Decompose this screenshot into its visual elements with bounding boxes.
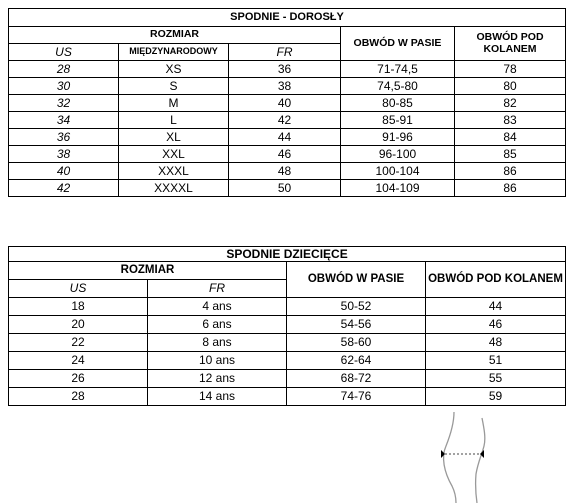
fr-size-cell: 50	[229, 180, 341, 197]
table-row	[9, 146, 566, 163]
fr-size-cell: 40	[229, 95, 341, 112]
fr-size-cell: 8 ans	[148, 334, 287, 352]
knee-cell: 48	[426, 334, 566, 352]
intl-size-cell: XXXL	[119, 163, 229, 180]
table-row	[9, 61, 566, 78]
waist-cell: 50-52	[287, 298, 426, 316]
knee-cell: 51	[426, 352, 566, 370]
us-size-cell: 32	[9, 95, 119, 112]
kids-knee-header: OBWÓD POD KOLANEM	[426, 262, 566, 298]
adult-us-header: US	[9, 44, 119, 61]
us-size-cell: 42	[9, 180, 119, 197]
waist-cell: 71-74,5	[341, 61, 455, 78]
fr-size-cell: 36	[229, 61, 341, 78]
us-size-cell: 40	[9, 163, 119, 180]
fr-size-cell: 46	[229, 146, 341, 163]
knee-cell: 86	[455, 180, 566, 197]
adult-table-body	[9, 61, 566, 197]
fr-size-cell: 38	[229, 78, 341, 95]
kids-fr-header: FR	[148, 280, 287, 298]
us-size-cell: 28	[9, 388, 148, 406]
waist-cell: 80-85	[341, 95, 455, 112]
knee-cell: 82	[455, 95, 566, 112]
waist-cell: 54-56	[287, 316, 426, 334]
kids-us-header: US	[9, 280, 148, 298]
table-row	[9, 370, 566, 388]
knee-measurement-icon	[432, 412, 502, 503]
waist-cell: 74,5-80	[341, 78, 455, 95]
intl-size-cell: S	[119, 78, 229, 95]
adult-size-table	[8, 8, 566, 197]
us-size-cell: 28	[9, 61, 119, 78]
us-size-cell: 22	[9, 334, 148, 352]
knee-cell: 46	[426, 316, 566, 334]
waist-cell: 62-64	[287, 352, 426, 370]
table-row	[9, 163, 566, 180]
knee-cell: 85	[455, 146, 566, 163]
waist-cell: 100-104	[341, 163, 455, 180]
adult-waist-header: OBWÓD W PASIE	[341, 27, 455, 61]
fr-size-cell: 14 ans	[148, 388, 287, 406]
us-size-cell: 30	[9, 78, 119, 95]
adult-fr-header: FR	[229, 44, 341, 61]
adult-knee-header: OBWÓD POD KOLANEM	[455, 27, 566, 61]
table-row	[9, 334, 566, 352]
table-row	[9, 298, 566, 316]
intl-size-cell: XXL	[119, 146, 229, 163]
kids-waist-header: OBWÓD W PASIE	[287, 262, 426, 298]
adult-table-title: SPODNIE - DOROSŁY	[9, 9, 566, 27]
fr-size-cell: 10 ans	[148, 352, 287, 370]
knee-cell: 83	[455, 112, 566, 129]
fr-size-cell: 4 ans	[148, 298, 287, 316]
waist-cell: 58-60	[287, 334, 426, 352]
waist-cell: 96-100	[341, 146, 455, 163]
us-size-cell: 24	[9, 352, 148, 370]
us-size-cell: 34	[9, 112, 119, 129]
waist-cell: 74-76	[287, 388, 426, 406]
intl-size-cell: XS	[119, 61, 229, 78]
us-size-cell: 38	[9, 146, 119, 163]
fr-size-cell: 48	[229, 163, 341, 180]
table-row	[9, 388, 566, 406]
fr-size-cell: 42	[229, 112, 341, 129]
table-row	[9, 180, 566, 197]
us-size-cell: 36	[9, 129, 119, 146]
adult-rozmiar-header: ROZMIAR	[9, 27, 341, 44]
knee-cell: 84	[455, 129, 566, 146]
kids-table-body	[9, 298, 566, 406]
adult-intl-header: MIĘDZYNARODOWY	[119, 44, 229, 61]
fr-size-cell: 12 ans	[148, 370, 287, 388]
waist-cell: 85-91	[341, 112, 455, 129]
waist-cell: 91-96	[341, 129, 455, 146]
table-row	[9, 78, 566, 95]
fr-size-cell: 44	[229, 129, 341, 146]
intl-size-cell: L	[119, 112, 229, 129]
knee-cell: 55	[426, 370, 566, 388]
table-row	[9, 95, 566, 112]
table-row	[9, 129, 566, 146]
waist-cell: 68-72	[287, 370, 426, 388]
knee-cell: 59	[426, 388, 566, 406]
knee-cell: 86	[455, 163, 566, 180]
waist-cell: 104-109	[341, 180, 455, 197]
table-row	[9, 112, 566, 129]
kids-rozmiar-header: ROZMIAR	[9, 262, 287, 280]
table-row	[9, 352, 566, 370]
us-size-cell: 18	[9, 298, 148, 316]
table-row	[9, 316, 566, 334]
intl-size-cell: XL	[119, 129, 229, 146]
knee-cell: 44	[426, 298, 566, 316]
us-size-cell: 26	[9, 370, 148, 388]
knee-cell: 78	[455, 61, 566, 78]
kids-table-title: SPODNIE DZIECIĘCE	[9, 247, 566, 262]
knee-cell: 80	[455, 78, 566, 95]
kids-size-table	[8, 246, 566, 406]
intl-size-cell: M	[119, 95, 229, 112]
fr-size-cell: 6 ans	[148, 316, 287, 334]
us-size-cell: 20	[9, 316, 148, 334]
intl-size-cell: XXXXL	[119, 180, 229, 197]
